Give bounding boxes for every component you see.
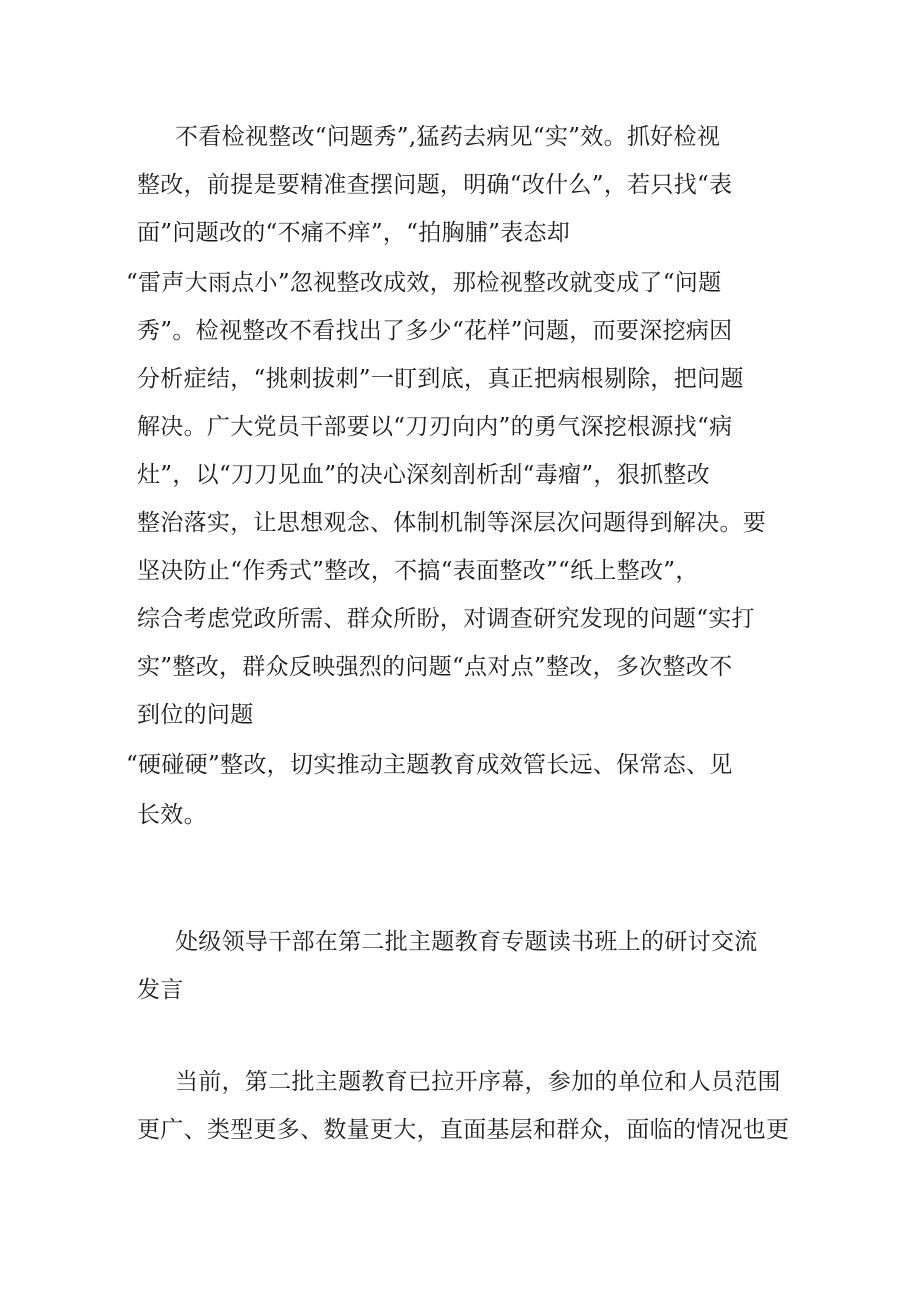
paragraph-line: 坚决防止“作秀式”整改，不搞“表面整改”“纸上整改”， — [137, 558, 699, 584]
paragraph-line: 分析症结，“挑刺拔刺”一盯到底，真正把病根剔除，把问题 — [137, 366, 744, 392]
paragraph-line: 整改，前提是要精准查摆问题，明确“改什么”，若只找“表 — [137, 172, 733, 198]
paragraph-line: 到位的问题 — [137, 702, 254, 728]
paragraph-line: “硬碰硬”整改，切实推动主题教育成效管长远、保常态、见 — [126, 752, 733, 778]
paragraph-line: 面”问题改的“不痛不痒”，“拍胸脯”表态却 — [137, 220, 571, 246]
title-line: 发言 — [137, 977, 184, 1003]
paragraph-line: 解决。广大党员干部要以“刀刃向内”的勇气深挖根源找“病 — [137, 414, 733, 440]
paragraph-line: 实”整改，群众反映强烈的问题“点对点”整改，多次整改不 — [137, 654, 733, 680]
paragraph-line: 秀”。检视整改不看找出了多少“花样”问题，而要深挖病因 — [137, 318, 733, 344]
paragraph-line: 更广、类型更多、数量更大，直面基层和群众，面临的情况也更 — [137, 1117, 790, 1143]
paragraph-line: 综合考虑党政所需、群众所盼，对调查研究发现的问题“实打 — [137, 606, 755, 632]
paragraph-line: 不看检视整改“问题秀”,猛药去病见“实”效。抓好检视 — [175, 124, 721, 150]
paragraph-line: “雷声大雨点小”忽视整改成效，那检视整改就变成了“问题 — [126, 270, 722, 296]
paragraph-line: 灶”，以“刀刀见血”的决心深刻剖析刮“毒瘤”，狠抓整改 — [137, 462, 710, 488]
paragraph-line: 整治落实，让思想观念、体制机制等深层次问题得到解决。要 — [137, 510, 767, 536]
paragraph-line: 长效。 — [137, 802, 207, 828]
paragraph-line: 当前，第二批主题教育已拉开序幕，参加的单位和人员范围 — [175, 1069, 781, 1095]
title-line: 处级领导干部在第二批主题教育专题读书班上的研讨交流 — [175, 929, 758, 955]
